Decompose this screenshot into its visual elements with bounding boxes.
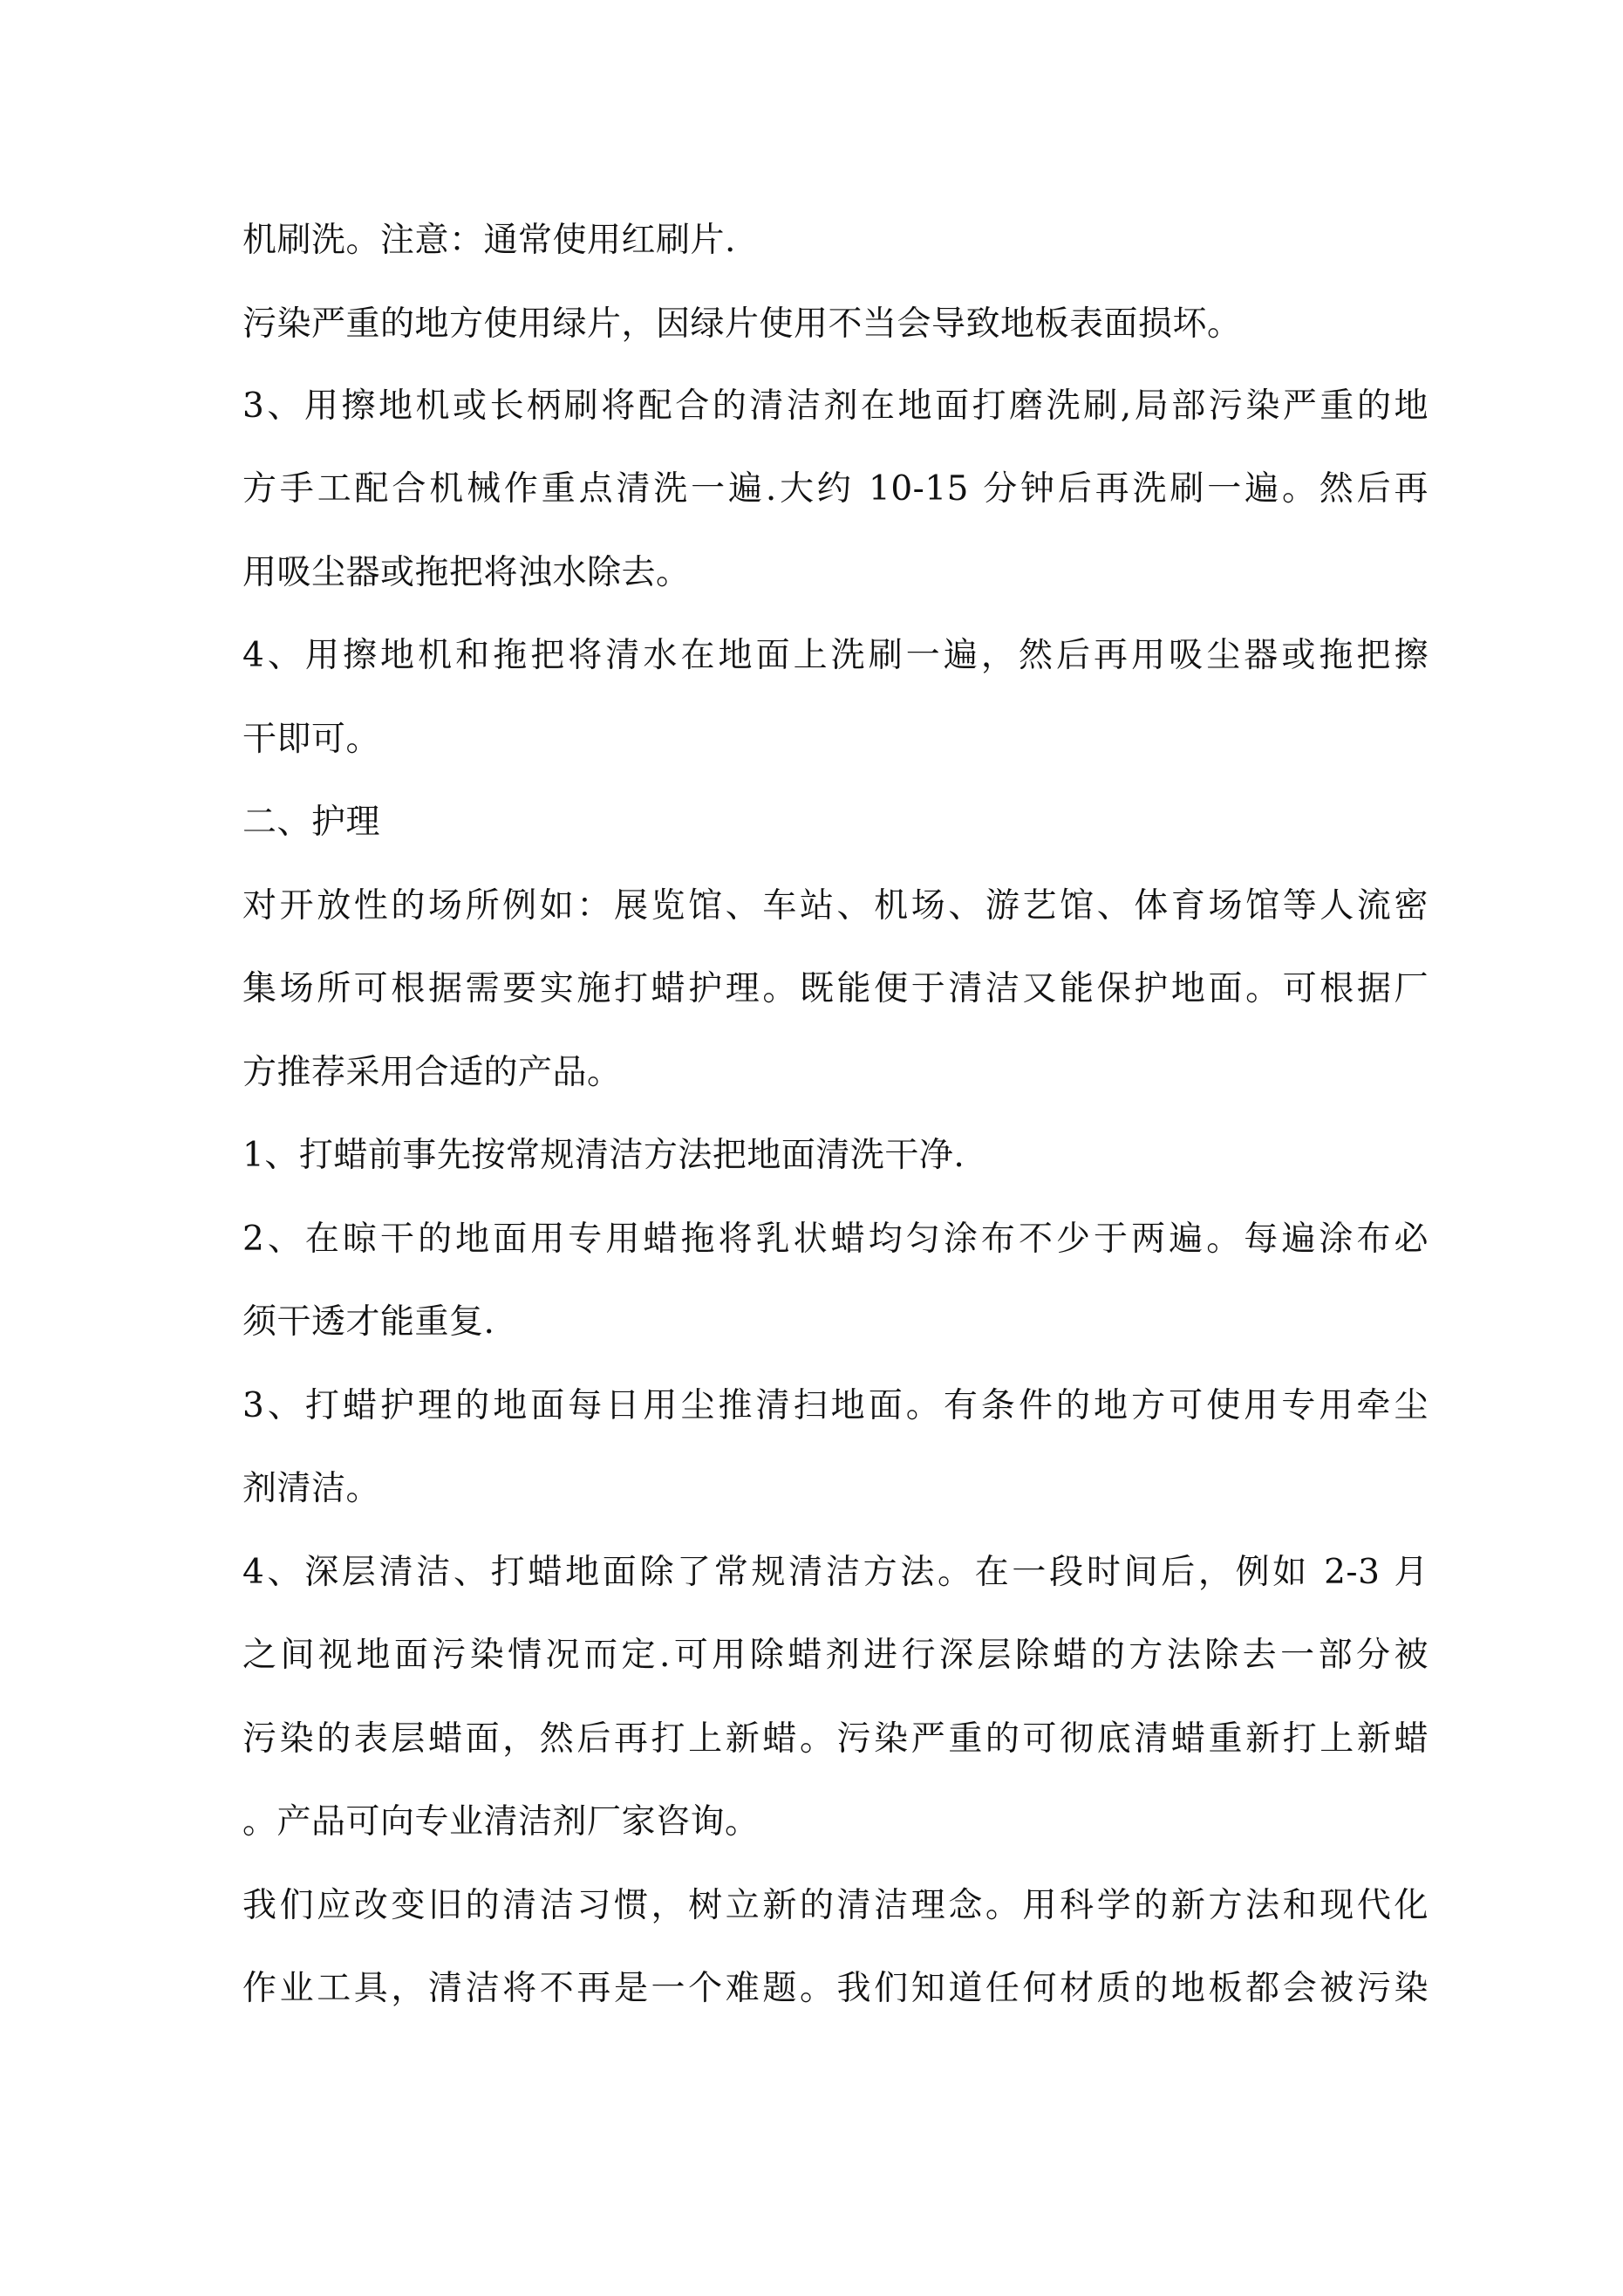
text-line: 剂清洁。: [242, 1469, 381, 1508]
text-line: 之间视地面污染情况而定.可用除蜡剂进行深层除蜡的方法除去一部分被: [242, 1636, 1429, 1675]
text-line: 集场所可根据需要实施打蜡护理。既能便于清洁又能保护地面。可根据厂: [242, 969, 1429, 1008]
text-line: 污染严重的地方使用绿片，因绿片使用不当会导致地板表面损坏。: [242, 304, 1242, 344]
text-line: 方推荐采用合适的产品。: [242, 1053, 622, 1092]
text-line: 4、用擦地机和拖把将清水在地面上洗刷一遍，然后再用吸尘器或拖把擦: [242, 636, 1429, 675]
text-line: 3、用擦地机或长柄刷将配合的清洁剂在地面打磨洗刷,局部污染严重的地: [242, 386, 1429, 426]
section-heading: 二、护理: [242, 803, 381, 842]
text-line: 。产品可向专业清洁剂厂家咨询。: [242, 1802, 760, 1842]
text-line: 对开放性的场所例如：展览馆、车站、机场、游艺馆、体育场馆等人流密: [242, 886, 1429, 926]
text-line: 须干透才能重复.: [242, 1302, 495, 1342]
text-line: 1、打蜡前事先按常规清洁方法把地面清洗干净.: [242, 1136, 965, 1175]
text-line: 用吸尘器或拖把将浊水除去。: [242, 553, 691, 592]
text-line: 机刷洗。注意：通常使用红刷片.: [242, 221, 736, 260]
text-line: 2、在晾干的地面用专用蜡拖将乳状蜡均匀涂布不少于两遍。每遍涂布必: [242, 1220, 1429, 1259]
text-line: 4、深层清洁、打蜡地面除了常规清洁方法。在一段时间后，例如 2-3 月: [242, 1553, 1429, 1592]
text-line: 作业工具，清洁将不再是一个难题。我们知道任何材质的地板都会被污染: [242, 1969, 1429, 2008]
text-line: 3、打蜡护理的地面每日用尘推清扫地面。有条件的地方可使用专用牵尘: [242, 1386, 1429, 1425]
text-line: 干即可。: [242, 720, 381, 759]
text-line: 方手工配合机械作重点清洗一遍.大约 10-15 分钟后再洗刷一遍。然后再: [242, 469, 1429, 509]
text-line: 污染的表层蜡面，然后再打上新蜡。污染严重的可彻底清蜡重新打上新蜡: [242, 1719, 1429, 1759]
text-line: 我们应改变旧的清洁习惯，树立新的清洁理念。用科学的新方法和现代化: [242, 1886, 1429, 1925]
